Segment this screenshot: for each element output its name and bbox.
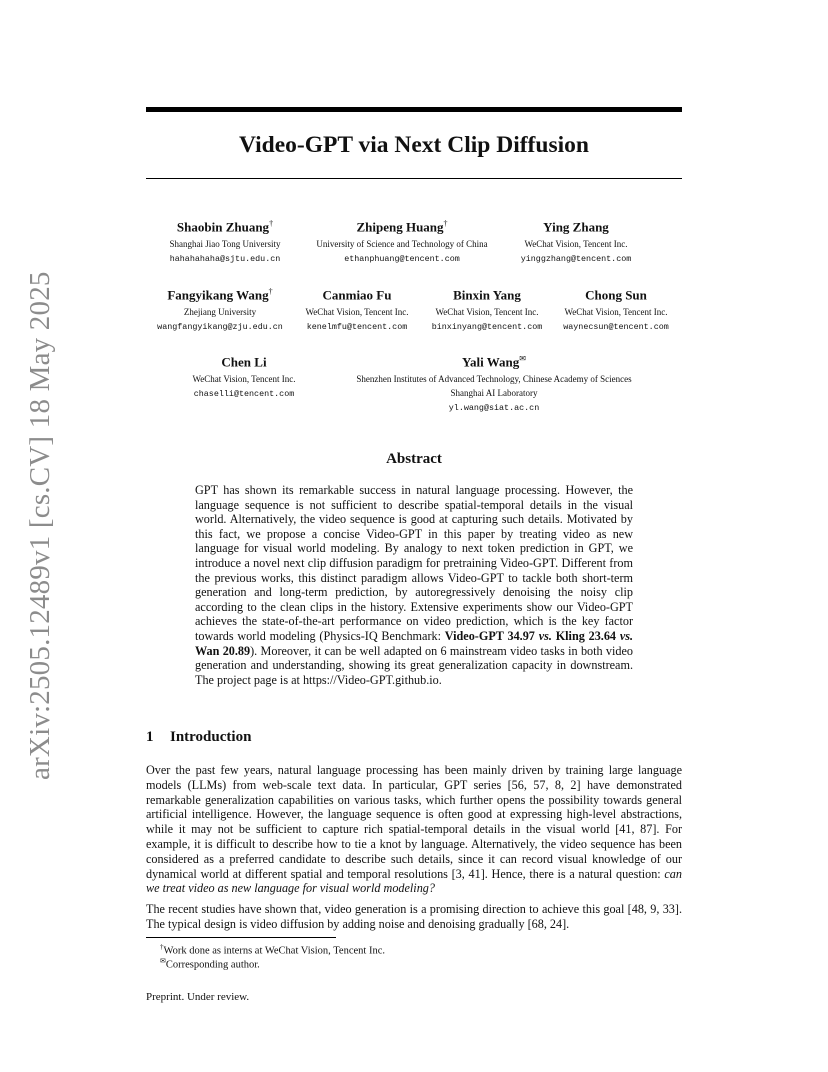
vs-label: vs. <box>534 628 556 643</box>
envelope-icon: ✉ <box>160 957 166 965</box>
section-title: Introduction <box>170 729 252 745</box>
footnote-interns: †Work done as interns at WeChat Vision, Tencent Inc. <box>160 943 385 957</box>
intro-paragraph-2: The recent studies have shown that, video generation is a promising direction to achieve this goal [48, 9, 33]. The typical design is video diffusion by adding noise and denoising gradually [68, 24]. <box>146 902 682 931</box>
author-affiliation: WeChat Vision, Tencent Inc. <box>305 307 409 318</box>
benchmark-kling: Kling 23.64 <box>555 628 617 643</box>
footnote-mark: † <box>160 943 164 951</box>
vs-label: vs. <box>616 628 634 643</box>
author-affiliation: University of Science and Technology of China <box>316 239 488 250</box>
intro-paragraph-1: Over the past few years, natural language processing has been mainly driven by training large language models (LLMs) from web-scale text data. In particular, GPT series [56, 57, 8, 2] have demonstrated remarkable generalization capabilities on various tasks, which further opens the possibility towards general artificial intelligence. However, the language sequence is often good at expressing high-level abstractions, while it may not be sufficient to capture rich spatial-temporal details in the visual world [41, 87]. For example, it is difficult to describe how to tie a knot by language. Alternatively, the video sequence has been considered as a preferred candidate to describe such details, since it can record visual knowledge of our dynamical world at different spatial and temporal resolutions [3, 41]. Hence, there is a natural question: can we treat video as new language for visual world modeling? <box>146 763 682 896</box>
benchmark-videogpt: Video-GPT 34.97 <box>444 628 535 643</box>
author-email[interactable]: binxinyang@tencent.com <box>431 322 543 333</box>
arxiv-identifier[interactable]: arXiv:2505.12489v1 [cs.CV] 18 May 2025 <box>24 271 56 780</box>
paper-title: Video-GPT via Next Clip Diffusion <box>239 132 589 158</box>
author-email[interactable]: waynecsun@tencent.com <box>563 322 669 333</box>
author-affiliation: WeChat Vision, Tencent Inc. <box>564 307 668 318</box>
author-email[interactable]: wangfangyikang@zju.edu.cn <box>157 322 283 333</box>
author-email[interactable]: kenelmfu@tencent.com <box>306 322 408 333</box>
author-email[interactable]: hahahahaha@sjtu.edu.cn <box>169 254 281 265</box>
title-top-rule <box>146 107 682 112</box>
author-block <box>316 216 487 266</box>
author-name: Ying Zhang <box>543 219 609 235</box>
title-bottom-rule <box>146 178 682 179</box>
author-block <box>157 284 283 334</box>
author-mark: † <box>443 219 448 228</box>
author-name: Binxin Yang <box>453 287 521 303</box>
author-email[interactable]: yinggzhang@tencent.com <box>520 254 632 265</box>
author-name: Canmiao Fu <box>322 287 392 303</box>
author-mark: † <box>268 287 273 296</box>
author-email[interactable]: yl.wang@siat.ac.cn <box>448 403 540 414</box>
author-affiliation: WeChat Vision, Tencent Inc. <box>524 239 628 250</box>
author-affiliation: Shanghai Jiao Tong University <box>169 239 281 250</box>
author-affiliation: Zhejiang University <box>183 307 257 318</box>
author-block <box>170 216 281 266</box>
author-affiliation: WeChat Vision, Tencent Inc. <box>192 374 296 385</box>
author-block <box>356 351 631 415</box>
author-name: Chen Li <box>221 354 267 370</box>
author-mark: ✉ <box>519 354 526 363</box>
author-affiliation: WeChat Vision, Tencent Inc. <box>435 307 539 318</box>
author-name: Yali Wang✉ <box>462 354 526 370</box>
author-name: Zhipeng Huang† <box>356 219 448 235</box>
author-block <box>432 284 543 334</box>
author-email[interactable]: chaselli@tencent.com <box>193 389 295 400</box>
author-block <box>306 284 409 334</box>
footnote-corresponding: ✉Corresponding author. <box>160 957 260 971</box>
section-heading <box>146 728 251 746</box>
section-number: 1 <box>146 729 154 745</box>
author-block <box>193 351 296 401</box>
preprint-note: Preprint. Under review. <box>146 991 250 1003</box>
abstract-body: GPT has shown its remarkable success in natural language processing. However, the language sequence is not sufficient to describe spatial-temporal details in the visual world. Alternatively, the video sequence is good at capturing such details. Motivated by this fact, we propose a concise Video-GPT in this paper by treating video as new language for visual world modeling. By analogy to next token prediction in GPT, we introduce a novel next clip diffusion paradigm for pretraining Video-GPT. Different from the previous works, this distinct paradigm allows Video-GPT to tackle both short-term generation and long-term prediction, by autoregressively denoising the noisy clip according to the clean clips in the history. Extensive experiments show our Video-GPT achieves the state-of-the-art performance on video prediction, which is the key factor towards world modeling (Physics-IQ Benchmark: Video-GPT 34.97 vs. Kling 23.64 vs. Wan 20.89). Moreover, it can be well adapted on 6 mainstream video tasks in both video generation and understanding, showing its great generalization capacity in downstream. The project page is at https://Video-GPT.github.io. <box>195 483 634 687</box>
author-name: Chong Sun <box>585 287 647 303</box>
author-email[interactable]: ethanphuang@tencent.com <box>344 254 460 265</box>
abstract-heading: Abstract <box>386 451 442 467</box>
author-block <box>521 216 632 266</box>
benchmark-wan: Wan 20.89 <box>195 643 251 658</box>
author-name: Fangyikang Wang† <box>167 287 273 303</box>
footnote-rule <box>146 937 336 938</box>
research-question: can we treat video as new language for visual world modeling? <box>146 866 682 896</box>
author-affiliation: Shenzhen Institutes of Advanced Technology, Chinese Academy of Sciences <box>356 374 632 385</box>
author-mark: † <box>269 219 274 228</box>
author-block <box>563 284 669 334</box>
author-affiliation-secondary: Shanghai AI Laboratory <box>450 388 538 399</box>
author-name: Shaobin Zhuang† <box>176 219 274 235</box>
